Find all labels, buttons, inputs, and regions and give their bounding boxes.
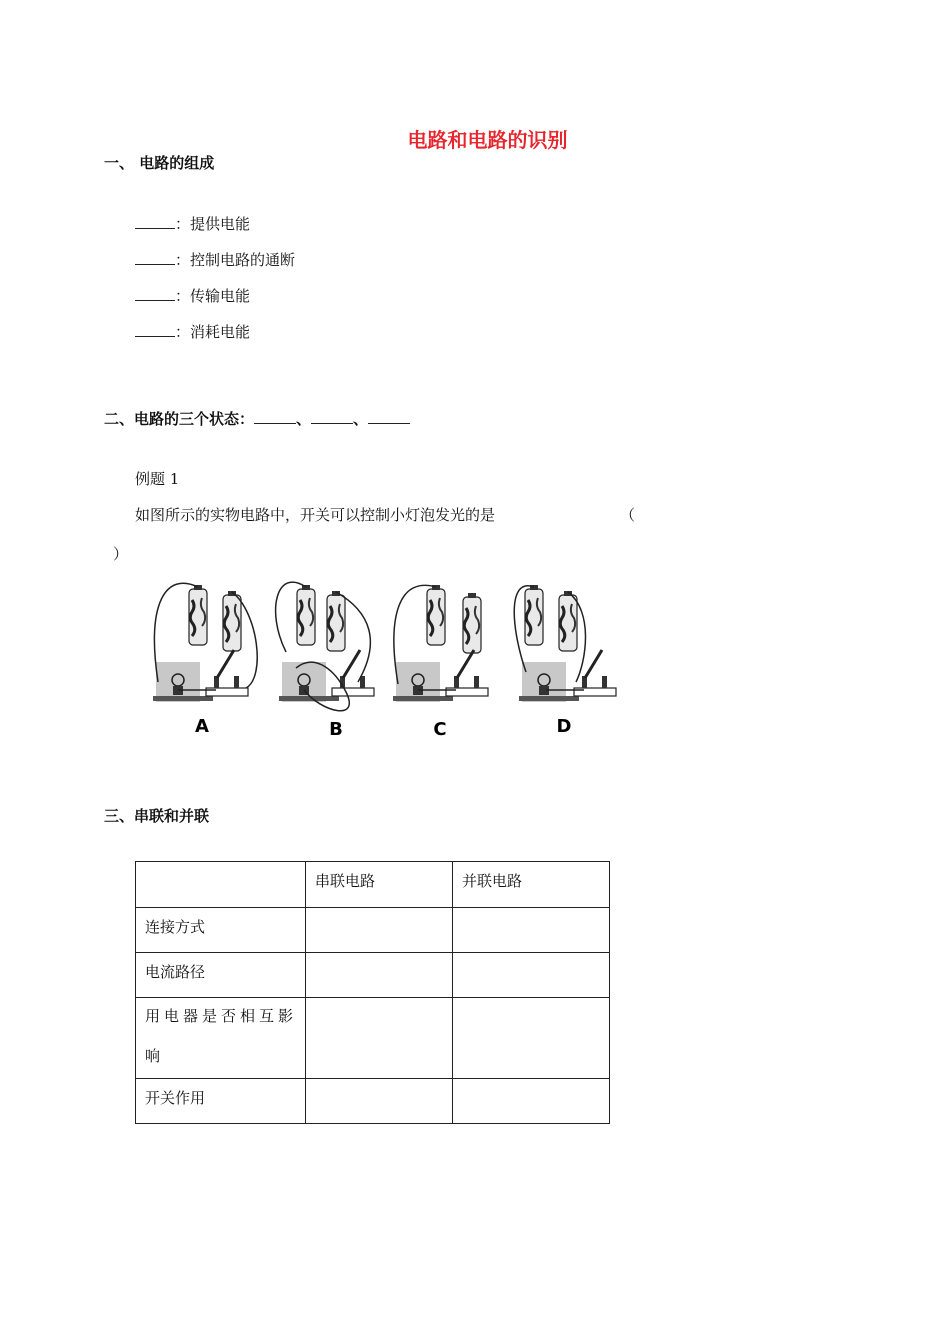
answer-cell[interactable]: [453, 953, 610, 998]
table-row: [136, 953, 610, 998]
answer-blank[interactable]: [135, 288, 175, 301]
answer-blank[interactable]: [135, 252, 175, 265]
component-line-2: ：控制电路的通断: [135, 249, 295, 270]
component-line-4: ：消耗电能: [135, 321, 250, 342]
circuit-option-a: [153, 583, 257, 702]
row-label: 开关作用: [136, 1079, 306, 1124]
table-row: [136, 908, 610, 953]
section3-heading: 三、串联和并联: [104, 807, 210, 825]
page-title: 电路和电路的识别: [407, 128, 568, 152]
circuit-option-d: [514, 585, 616, 702]
row-label: 连接方式: [136, 908, 306, 953]
paren-open: （: [620, 506, 636, 524]
answer-cell[interactable]: [306, 908, 453, 953]
circuit-figure: [146, 572, 626, 744]
option-label-d: D: [556, 716, 572, 737]
table-row: [136, 998, 610, 1079]
answer-cell[interactable]: [453, 908, 610, 953]
comparison-table: [135, 861, 610, 1124]
option-label-b: B: [329, 719, 343, 740]
table-header-cell: 串联电路: [306, 862, 453, 908]
example-label: 例题 1: [135, 470, 180, 488]
table-row: [136, 862, 610, 908]
answer-blank[interactable]: [254, 411, 296, 424]
answer-blank[interactable]: [311, 411, 353, 424]
circuit-option-c: [393, 585, 488, 702]
table-header-cell: 并联电路: [453, 862, 610, 908]
row-label: 电流路径: [136, 953, 306, 998]
paren-close: ）: [113, 545, 129, 563]
option-label-a: A: [195, 716, 209, 737]
answer-cell[interactable]: [306, 1079, 453, 1124]
component-line-1: ：提供电能: [135, 213, 250, 234]
section2-heading: 二、电路的三个状态： 、 、: [104, 408, 410, 429]
answer-blank[interactable]: [135, 216, 175, 229]
row-label-line: 响: [145, 1047, 165, 1065]
answer-blank[interactable]: [368, 411, 410, 424]
answer-cell[interactable]: [453, 998, 610, 1079]
circuit-option-b: [276, 582, 374, 711]
answer-cell[interactable]: [306, 998, 453, 1079]
row-label-line: 用电器是否相互影: [145, 1007, 298, 1025]
component-line-3: ：传输电能: [135, 285, 250, 306]
table-row: [136, 1079, 610, 1124]
question-text: 如图所示的实物电路中，开关可以控制小灯泡发光的是: [135, 506, 496, 524]
row-label: [136, 998, 306, 1079]
answer-blank[interactable]: [135, 324, 175, 337]
answer-cell[interactable]: [453, 1079, 610, 1124]
option-label-c: C: [433, 719, 447, 740]
section1-heading: 一、 电路的组成: [104, 154, 215, 172]
answer-cell[interactable]: [306, 953, 453, 998]
table-header-cell: [136, 862, 306, 908]
